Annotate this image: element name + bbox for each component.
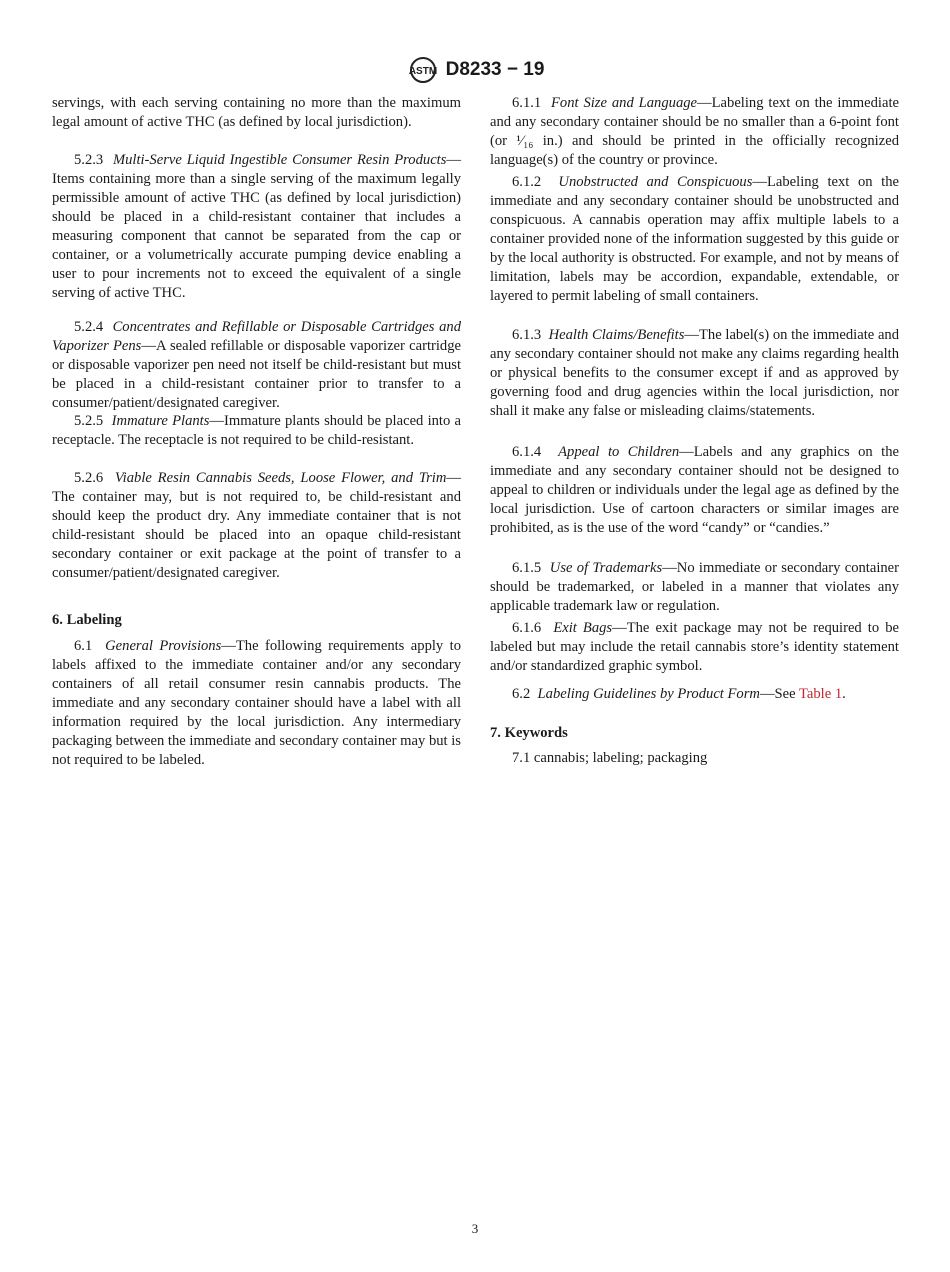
section-7-heading: 7. Keywords [490, 725, 568, 741]
section-5-2-6: 5.2.6 Viable Resin Cannabis Seeds, Loose Flower, and Trim—The container may, but is not required to, be child-resistant and should keep the product dry. Any immediate container that is not child-resistant should be placed into an opaque child-resistant secondary container or exit package at the point of transfer to a consumer/patient/designated caregiver. [52, 470, 461, 581]
section-6-heading: 6. Labeling [52, 612, 122, 628]
designation: D8233 − 19 [445, 59, 545, 81]
section-5-2-3: 5.2.3 Multi-Serve Liquid Ingestible Consumer Resin Products—Items containing more than a single serving of the maximum legally permissible amount of active THC (as defined by local jurisdiction) should be placed in a child-resistant container that includes a measuring component that cannot be separated from the cap or container, or a volumetrically accurate pumping device enabling a user to pour increments not to exceed the equivalent of a single serving of active THC. [52, 152, 462, 301]
section-6-2: 6.2 Labeling Guidelines by Product Form—See Table 1. [512, 686, 846, 702]
page-header [0, 56, 950, 84]
section-6-1-2: 6.1.2 Unobstructed and Conspicuous—Labeling text on the immediate and any secondary container should be unobstructed and conspicuous. A cannabis operation may affix multiple labels to a container provided none of the information suggested by this guide or by the local authority is obstructed. For example, and not by means of limitation, labels may be accordion, expandable, extendable, or layered to permit labeling of small containers. [490, 174, 899, 304]
section-6-1: 6.1 General Provisions—The following requirements apply to labels affixed to the immediate container and/or any secondary containers of all retail consumer resin cannabis products. The immediate and any secondary container should have a label with all information required by the local jurisdiction. Any intermediary packaging between the immediate and secondary container may but is not required to be labeled. [52, 638, 462, 768]
section-7-1: 7.1 cannabis; labeling; packaging [512, 750, 708, 766]
astm-logo-icon [406, 56, 440, 84]
section-5-2-5: 5.2.5 Immature Plants—Immature plants should be placed into a receptacle. The receptacle is not required to be child-resistant. [52, 413, 462, 448]
section-5-2-4: 5.2.4 Concentrates and Refillable or Disposable Cartridges and Vaporizer Pens—A sealed refillable or disposable vaporizer cartridge or disposable vaporizer pen need not itself be child-resistant but must be placed in a child-resistant container prior to transfer to a consumer/patient/designated caregiver. [52, 319, 461, 411]
table-1-link[interactable]: Table 1 [799, 686, 843, 702]
paragraph-continuation: servings, with each serving containing no more than the maximum legal amount of active THC (as defined by local jurisdiction). [52, 95, 461, 130]
section-6-1-6: 6.1.6 Exit Bags—The exit package may not be required to be labeled but may include the retail cannabis store’s identity statement and/or standardized graphic symbol. [490, 620, 900, 674]
section-6-1-3: 6.1.3 Health Claims/Benefits—The label(s) on the immediate and any secondary container should not make any claims regarding health or physical benefits to the consumer except if and as approved by governing food and drug agencies within the local jurisdiction, nor shall it make any false or misleading claims/statements. [490, 327, 900, 419]
svg-text:ASTM: ASTM [408, 66, 437, 77]
section-6-1-1: 6.1.1 Font Size and Language—Labeling text on the immediate and any secondary container should be no smaller than a 6-point font (or ¹⁄₁₆ in.) and should be printed in the officially recognized language(s) of the country or province. [490, 95, 899, 168]
page-number: 3 [471, 1221, 479, 1236]
section-6-1-4: 6.1.4 Appeal to Children—Labels and any graphics on the immediate and any secondary container should not be designed to appeal to children or individuals under the legal age as defined by the local jurisdiction. Use of cartoon characters or similar images are prohibited, as is the use of the word “candy” or “candies.” [490, 444, 899, 536]
section-6-1-5: 6.1.5 Use of Trademarks—No immediate or secondary container should be trademarked, or labeled in a manner that violates any applicable trademark law or regulation. [490, 560, 900, 614]
